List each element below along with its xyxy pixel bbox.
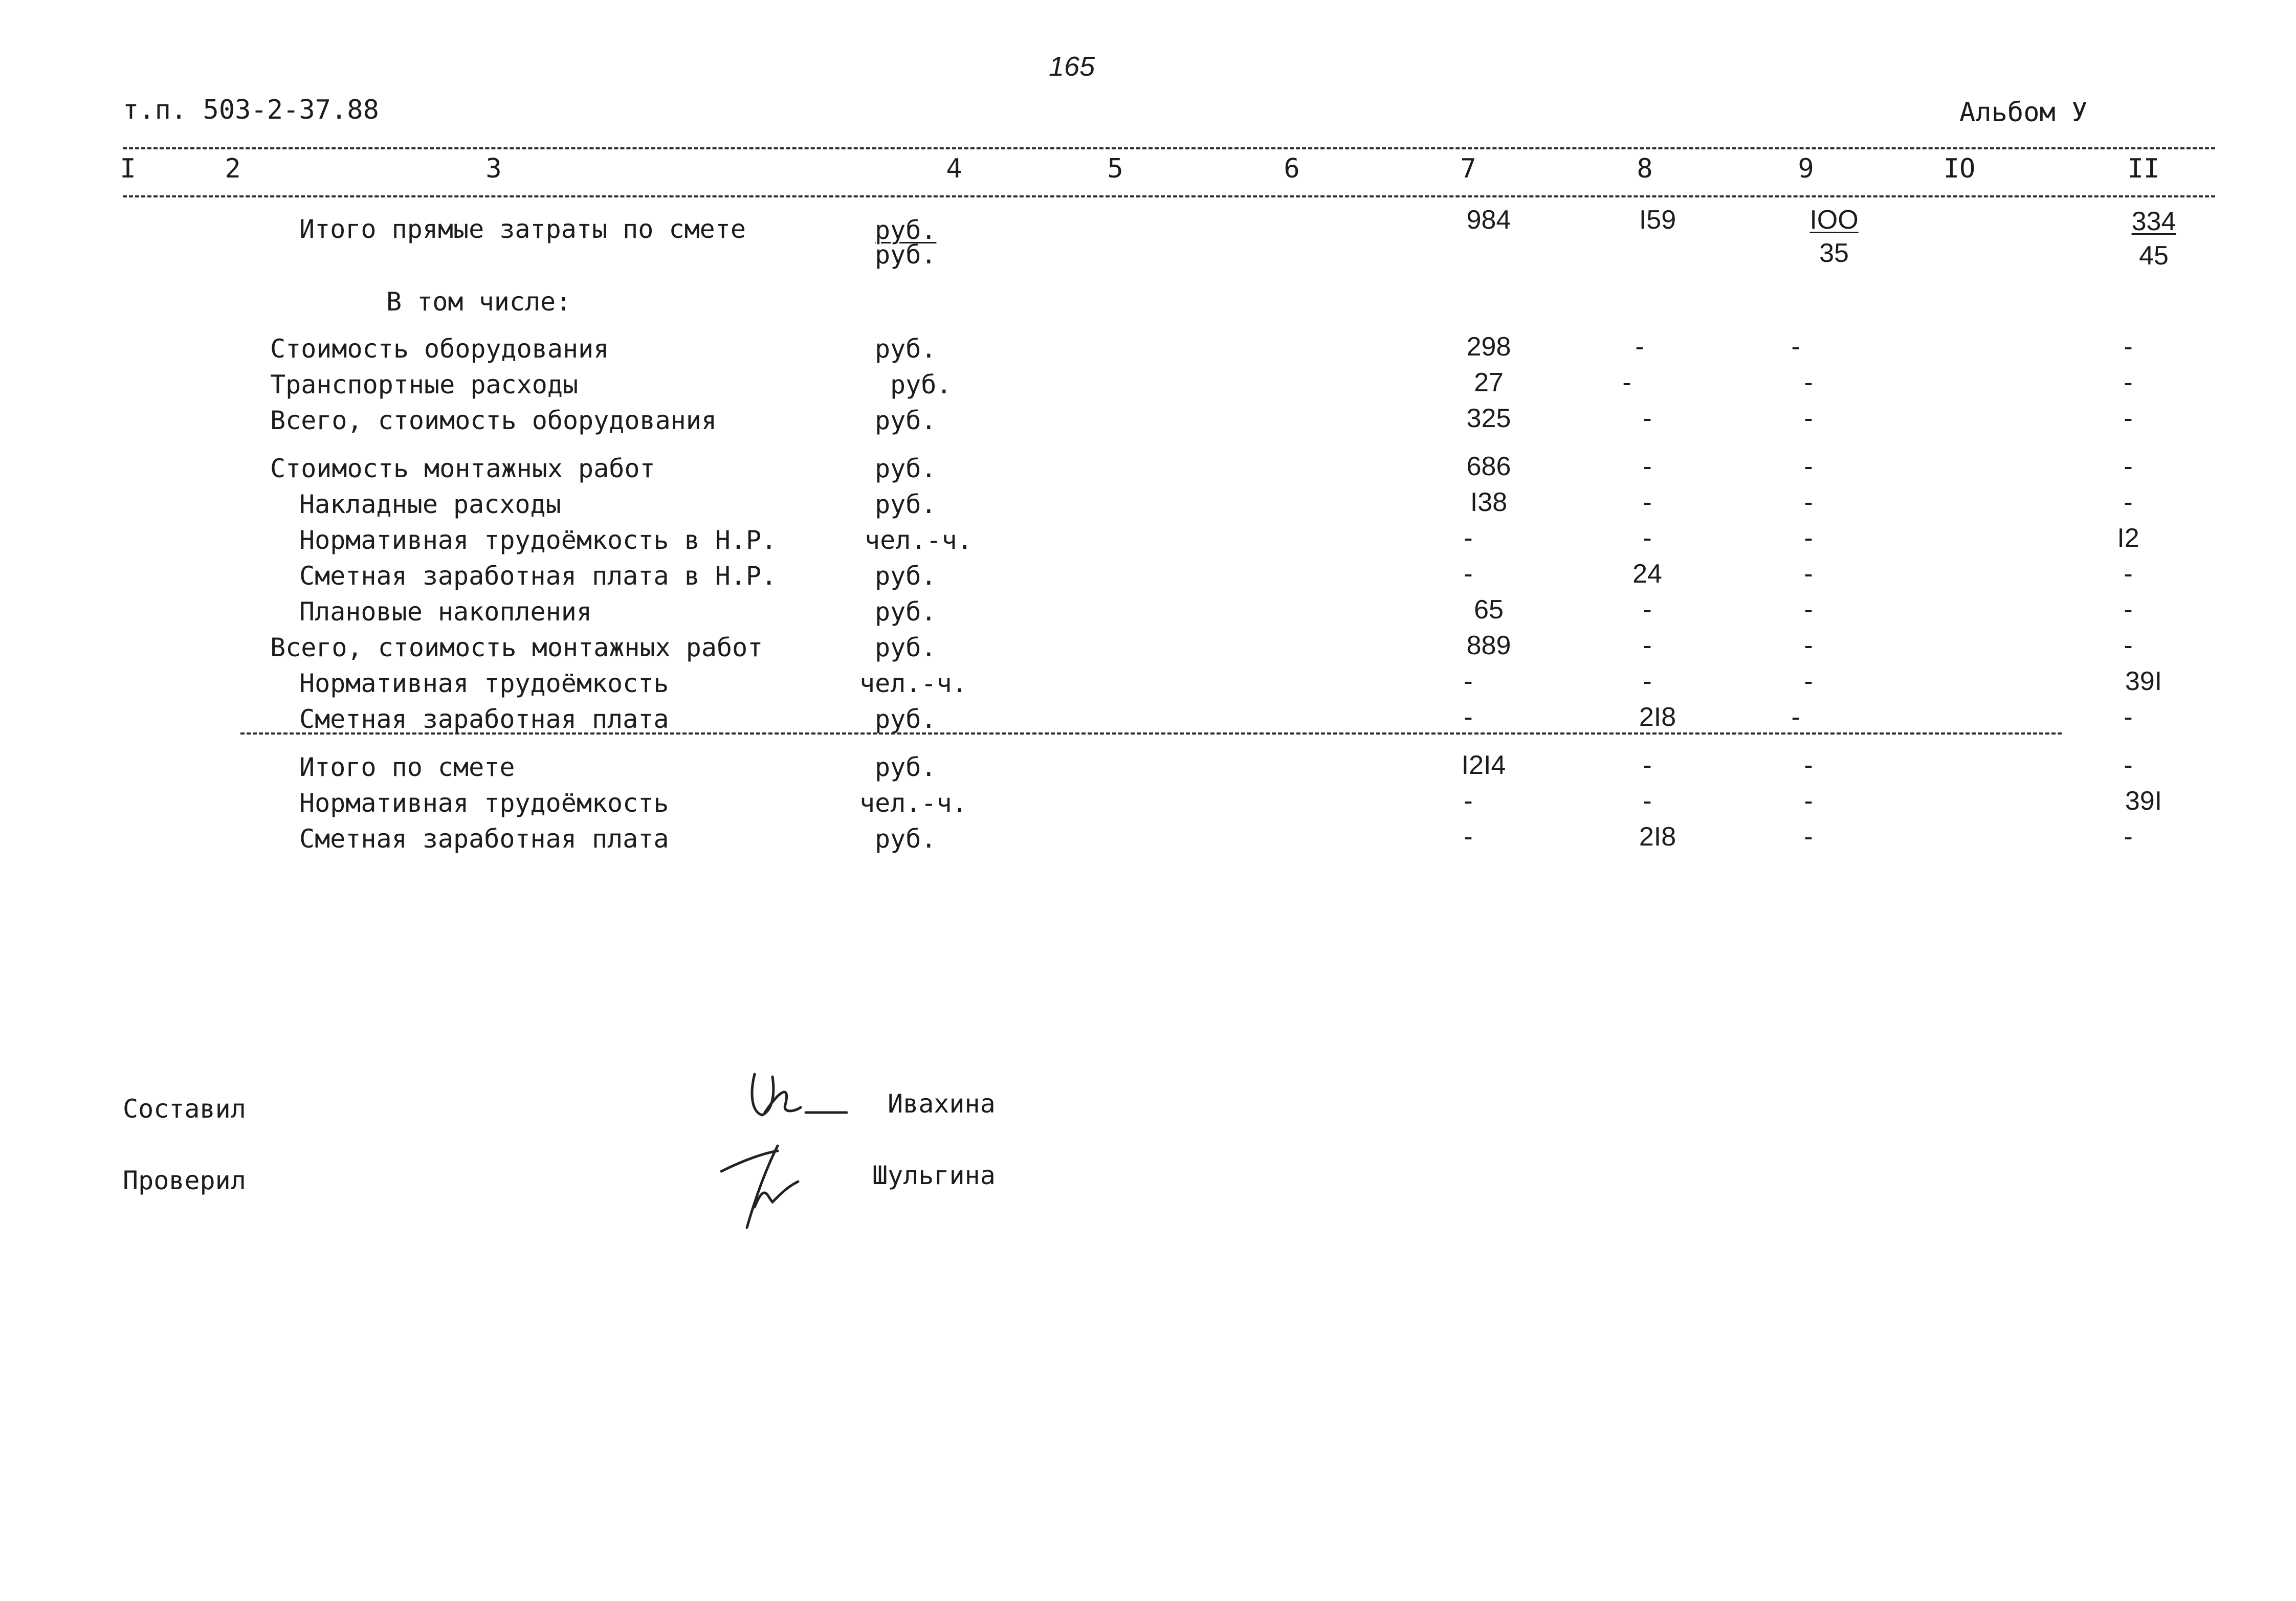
cell-col7: -: [1464, 822, 1473, 852]
cell-col9: -: [1804, 822, 1813, 852]
cell-col8: -: [1643, 487, 1652, 517]
cell-col9: -: [1804, 595, 1813, 625]
cell-col7: -: [1464, 702, 1473, 732]
cell-col8: I59: [1639, 205, 1676, 235]
checked-name: Шульгина: [872, 1161, 996, 1190]
row-label: Стоимость монтажных работ: [270, 454, 655, 483]
row-label: Сметная заработная плата в Н.Р.: [299, 561, 777, 591]
cell-col9: -: [1804, 631, 1813, 660]
row-label: Транспортные расходы: [270, 370, 579, 399]
cell-col11: -: [2124, 404, 2133, 433]
col-header: 5: [1107, 153, 1123, 184]
col-header: 2: [225, 153, 241, 184]
row-label: Плановые накопления: [299, 597, 592, 627]
cell-col9: -: [1804, 559, 1813, 589]
col-header: 9: [1798, 153, 1814, 184]
col-header: 7: [1460, 153, 1476, 184]
compiled-label: Составил: [123, 1094, 246, 1124]
cell-col9: -: [1791, 332, 1800, 362]
row-unit: руб.: [890, 370, 952, 399]
cell-col7: 984: [1466, 205, 1511, 235]
row-label: Всего, стоимость монтажных работ: [270, 633, 763, 662]
page-number: 165: [1049, 51, 1095, 82]
col-header: 8: [1637, 153, 1653, 184]
row-unit: руб.: [875, 597, 937, 627]
row-label: Нормативная трудоёмкость: [299, 788, 669, 818]
cell-col9-denominator: 35: [1819, 238, 1849, 268]
col-header: II: [2127, 153, 2160, 184]
compiled-name: Ивахина: [888, 1089, 996, 1119]
row-label: Сметная заработная плата: [299, 824, 669, 854]
including-label: В том числе:: [386, 287, 571, 317]
cell-col11: I2: [2117, 523, 2139, 553]
row-label: Нормативная трудоёмкость в Н.Р.: [299, 525, 777, 555]
cell-col9: -: [1804, 666, 1813, 696]
cell-col9: -: [1804, 452, 1813, 481]
cell-col11-denominator: 45: [2139, 241, 2169, 271]
cell-col9: -: [1791, 702, 1800, 732]
cell-col11: -: [2124, 631, 2133, 660]
cell-col11: -: [2124, 487, 2133, 517]
cell-col8: -: [1643, 595, 1652, 625]
col-header: IO: [1943, 153, 1976, 184]
row-label: Нормативная трудоёмкость: [299, 669, 669, 698]
row-unit: руб.: [875, 215, 937, 245]
cell-col9-numerator: IOO: [1809, 205, 1859, 235]
row-label: Итого прямые затраты по смете: [299, 214, 746, 244]
col-header: 4: [946, 153, 962, 184]
cell-col8: -: [1643, 750, 1652, 780]
row-label: Сметная заработная плата: [299, 704, 669, 734]
cell-col11: -: [2124, 368, 2133, 397]
cell-col7: -: [1464, 666, 1473, 696]
cell-col11-numerator: 334: [2131, 207, 2176, 236]
col-header: 6: [1284, 153, 1300, 184]
col-header: I: [120, 153, 136, 184]
cell-col8: 2I8: [1639, 702, 1676, 732]
row-unit: руб.: [875, 704, 937, 734]
row-unit: руб.: [875, 454, 937, 483]
cell-col11: -: [2124, 559, 2133, 589]
cell-col7: -: [1464, 523, 1473, 553]
cell-col9: -: [1804, 368, 1813, 397]
cell-col7: 325: [1466, 404, 1511, 433]
row-unit: руб.: [875, 334, 937, 364]
cell-col8: 2I8: [1639, 822, 1676, 852]
row-unit: чел.-ч.: [859, 788, 967, 818]
checked-label: Проверил: [123, 1166, 246, 1195]
cell-col8: -: [1643, 452, 1652, 481]
cell-col9: -: [1804, 786, 1813, 816]
row-unit: руб.: [875, 824, 937, 854]
subtotal-separator: [240, 732, 2062, 735]
cell-col11: -: [2124, 452, 2133, 481]
cell-col9: -: [1804, 404, 1813, 433]
cell-col8: -: [1622, 368, 1631, 397]
cell-col11: -: [2124, 595, 2133, 625]
cell-col8: -: [1643, 786, 1652, 816]
row-label: Накладные расходы: [299, 490, 561, 519]
cell-col9: -: [1804, 487, 1813, 517]
cell-col9: -: [1804, 523, 1813, 553]
row-unit: руб.: [875, 406, 937, 435]
cell-col11: -: [2124, 332, 2133, 362]
cell-col8: 24: [1632, 559, 1662, 589]
col-header: 3: [485, 153, 502, 184]
header-top-rule: [123, 147, 2215, 149]
cell-col7: 27: [1474, 368, 1504, 397]
document-code: т.п. 503-2-37.88: [123, 95, 379, 125]
row-label: Всего, стоимость оборудования: [270, 406, 717, 435]
cell-col11: 39I: [2125, 786, 2162, 816]
cell-col8: -: [1643, 404, 1652, 433]
row-label: Итого по смете: [299, 752, 515, 782]
cell-col8: -: [1643, 631, 1652, 660]
cell-col7: 686: [1466, 452, 1511, 481]
cell-col8: -: [1635, 332, 1644, 362]
cell-col7: 65: [1474, 595, 1504, 625]
cell-col8: -: [1643, 523, 1652, 553]
cell-col7: I38: [1470, 487, 1508, 517]
row-label: Стоимость оборудования: [270, 334, 609, 364]
cell-col11: -: [2124, 822, 2133, 852]
cell-col7: -: [1464, 559, 1473, 589]
row-unit: руб.: [875, 490, 937, 519]
row-unit: руб.: [875, 240, 937, 270]
row-unit: руб.: [875, 633, 937, 662]
row-unit: чел.-ч.: [865, 525, 973, 555]
cell-col7: 889: [1466, 631, 1511, 660]
cell-col9: -: [1804, 750, 1813, 780]
cell-col7: -: [1464, 786, 1473, 816]
header-bottom-rule: [123, 195, 2215, 197]
cell-col11: 39I: [2125, 666, 2162, 696]
cell-col11: -: [2124, 750, 2133, 780]
signature-compiled: [744, 1064, 862, 1130]
cell-col8: -: [1643, 666, 1652, 696]
cell-col7: I2I4: [1461, 750, 1506, 780]
row-unit: руб.: [875, 561, 937, 591]
album-label: Альбом У: [1959, 97, 2088, 128]
cell-col11: -: [2124, 702, 2133, 732]
signature-checked: [716, 1130, 829, 1233]
row-unit: руб.: [875, 752, 937, 782]
cell-col7: 298: [1466, 332, 1511, 362]
row-unit: чел.-ч.: [859, 669, 967, 698]
